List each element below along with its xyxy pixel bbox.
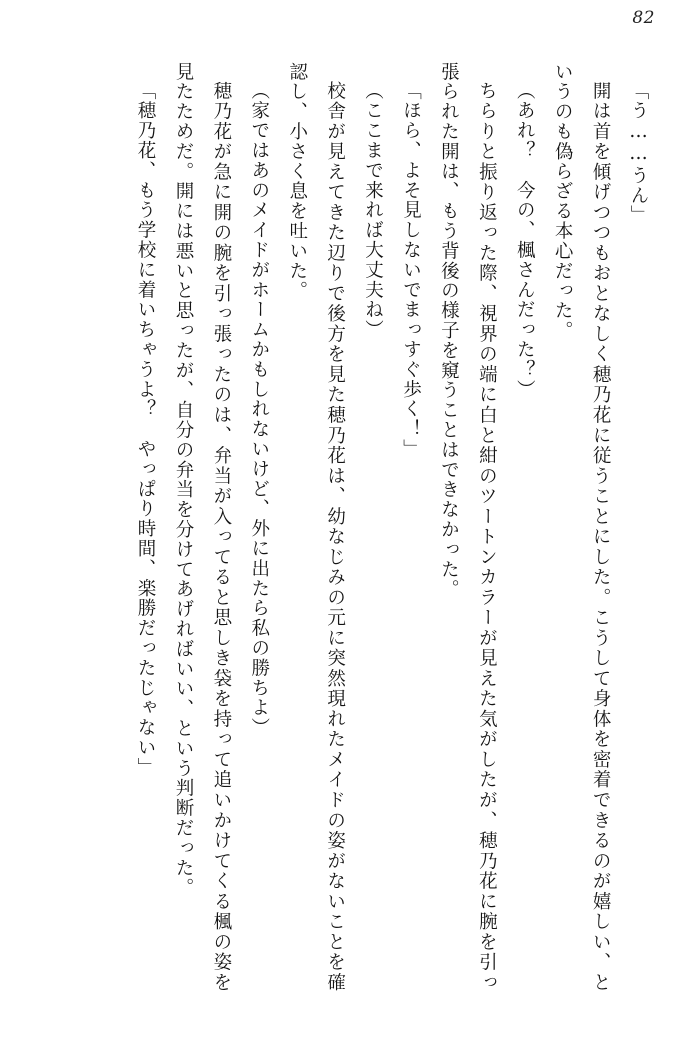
paragraph: 「う……うん」 [628, 80, 649, 225]
paragraph: 校舎が見えてきた辺りで後方を見た穂乃花は、幼なじみの元に突然現れたメイドの姿がないことを確認し、小さく息を吐いた。 [286, 62, 346, 992]
paragraph: （あれ？ 今の、楓さんだった？） [514, 80, 536, 399]
page-number: 82 [632, 8, 655, 28]
paragraph: 開は首を傾げつつもおとなしく穂乃花に従うことにした。こうして身体を密着できるのが嬉しい、というのも偽らざる本心だった。 [552, 62, 612, 992]
paragraph: 「ほら、よそ見しないでまっすぐ歩く！」 [400, 80, 422, 459]
paragraph: （ここまで来れば大丈夫ね） [362, 80, 384, 340]
paragraph: （家ではあのメイドがホームかもしれないけど、外に出たら私の勝ちよ） [248, 80, 270, 738]
paragraph: 穂乃花が急に開の腕を引っ張ったのは、弁当が入ってると思しき袋を持って追いかけてくる楓の姿を見たためだ。開には悪いと思ったが、自分の弁当を分けてあげればいい、という判断だった。 [172, 62, 232, 992]
paragraph: ちらりと振り返った際、視界の端に白と紺のツートンカラーが見えた気がしたが、穂乃花に腕を引っ張られた開は、もう背後の様子を窺うことはできなかった。 [438, 62, 498, 992]
paragraph: 「穂乃花、もう学校に着いちゃうよ？ やっぱり時間、楽勝だったじゃない」 [135, 80, 157, 777]
page-body-text [36, 62, 657, 992]
